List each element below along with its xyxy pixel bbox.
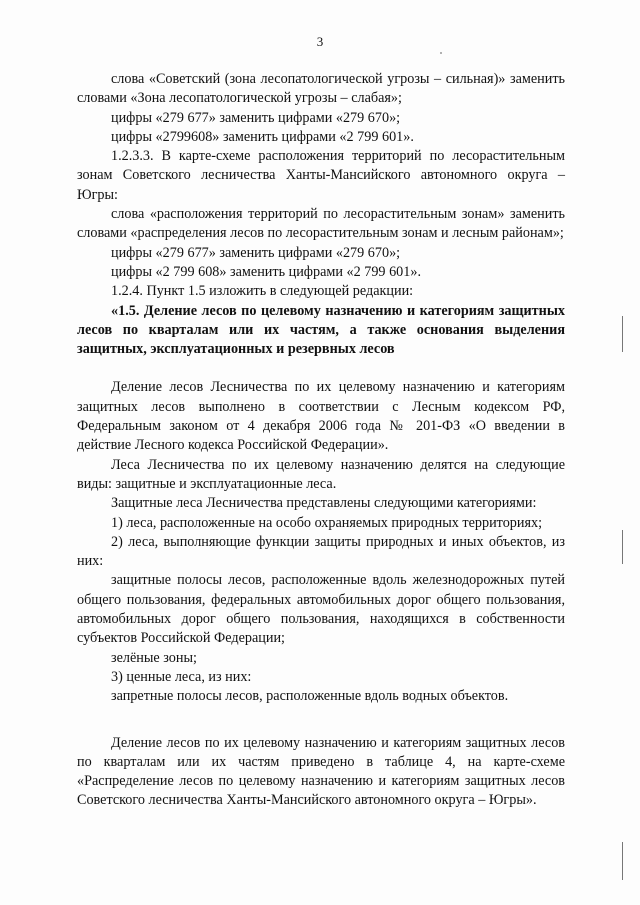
paragraph-15: защитные полосы лесов, расположенные вдоль железнодорожных путей общего пользования, федеральных автомобильных дорог общего пользования, автомобильных дорог общего пользования, находящихся в собственности субъектов Российской Федерации; — [77, 572, 565, 647]
paragraph-4: 1.2.3.3. В карте-схеме расположения территорий по лесорастительным зонам Советского лесничества Ханты-Мансийского автономного округа – Югры: — [77, 148, 565, 203]
scan-speck — [440, 52, 442, 54]
scan-edge-mark — [622, 316, 623, 352]
paragraph-6: цифры «279 677» заменить цифрами «279 670»; — [111, 244, 401, 261]
paragraph-7: цифры «2 799 608» заменить цифрами «2 799 601». — [111, 263, 421, 280]
paragraph-8: 1.2.4. Пункт 1.5 изложить в следующей редакции: — [111, 283, 414, 300]
paragraph-19: Деление лесов по их целевому назначению и категориям защитных лесов по кварталам или их частям приведено в таблице 4, на карте-схеме «Распределение лесов по целевому назначению и категориям защитных лесов Советского лесничества Ханты-Мансийского автономного округа – Югры». — [77, 734, 565, 809]
paragraph-18: запретные полосы лесов, расположенные вдоль водных объектов. — [111, 688, 509, 705]
page-number: 3 — [316, 34, 324, 49]
paragraph-5: слова «расположения территорий по лесорастительным зонам» заменить словами «распределения лесов по лесорастительным зонам и лесным районам»; — [77, 206, 565, 242]
list-item-2: 2) леса, выполняющие функции защиты природных и иных объектов, из них: — [77, 533, 565, 570]
document-body — [77, 70, 565, 811]
paragraph-2: цифры «279 677» заменить цифрами «279 670»; — [111, 109, 401, 126]
paragraph-10: Деление лесов Лесничества по их целевому назначению и категориям защитных лесов выполнено в соответствии с Лесным кодексом РФ, Федеральным законом от 4 декабря 2006 года № 201-ФЗ «О введении в действие Лесного кодекса Российской Федерации». — [77, 379, 565, 454]
paragraph-12: Защитные леса Лесничества представлены следующими категориями: — [111, 495, 537, 512]
section-heading: «1.5. Деление лесов по целевому назначению и категориям защитных лесов по кварталам или их частям, а также основания выделения защитных, эксплуатационных и резервных лесов — [77, 302, 565, 358]
paragraph-16: зелёные зоны; — [111, 649, 197, 666]
scan-edge-mark — [622, 530, 623, 564]
list-item-1: 1) леса, расположенные на особо охраняемых природных территориях; — [111, 514, 543, 531]
paragraph-3: цифры «2799608» заменить цифрами «2 799 601». — [111, 128, 414, 145]
paragraph-11: Леса Лесничества по их целевому назначению делятся на следующие виды: защитные и эксплуатационные леса. — [77, 456, 565, 492]
paragraph-1: слова «Советский (зона лесопатологической угрозы – сильная)» заменить словами «Зона лесопатологической угрозы – слабая»; — [77, 71, 565, 107]
scan-edge-mark — [622, 842, 623, 880]
list-item-3: 3) ценные леса, из них: — [111, 668, 252, 685]
